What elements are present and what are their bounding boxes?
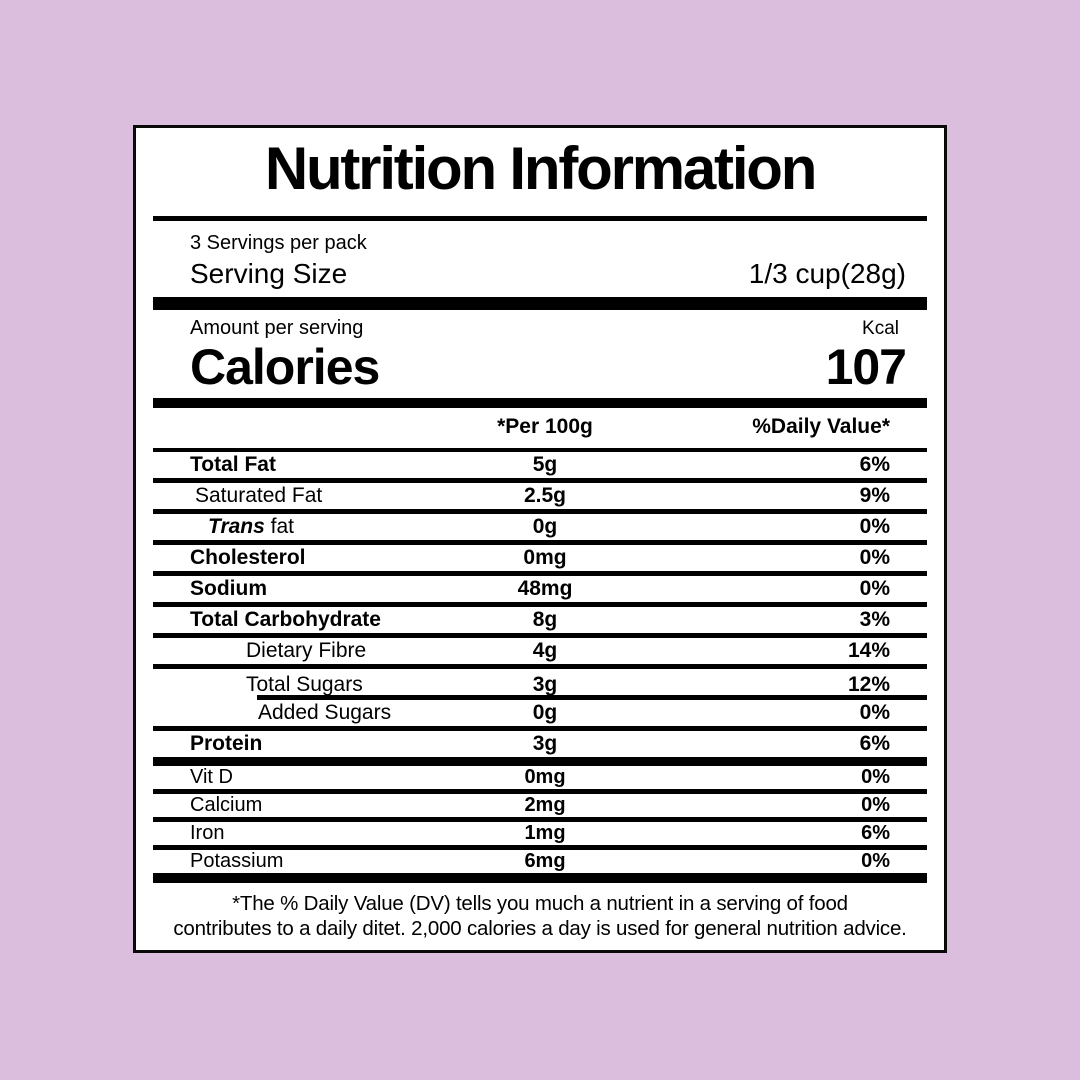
footnote-line-1: *The % Daily Value (DV) tells you much a nutrient in a serving of food bbox=[232, 892, 848, 915]
serving-size-value: 1/3 cup(28g) bbox=[748, 258, 906, 289]
nutrition-label bbox=[133, 125, 947, 953]
nutrient-amount: 2.5g bbox=[523, 484, 567, 507]
nutrient-amount: 0g bbox=[532, 515, 558, 538]
nutrient-daily-value: 0% bbox=[859, 701, 890, 724]
title-divider bbox=[153, 216, 927, 221]
nutrient-daily-value: 6% bbox=[861, 822, 890, 844]
nutrient-amount: 48mg bbox=[517, 577, 573, 600]
nutrient-daily-value: 0% bbox=[859, 577, 890, 600]
column-header-daily-value: %Daily Value* bbox=[752, 415, 890, 438]
nutrient-label: Saturated Fat bbox=[195, 484, 323, 507]
nutrient-label: Dietary Fibre bbox=[246, 639, 367, 662]
nutrient-daily-value: 14% bbox=[847, 639, 890, 662]
nutrient-amount: 0mg bbox=[523, 546, 567, 569]
footnote bbox=[153, 891, 927, 941]
serving-size-row bbox=[153, 257, 927, 291]
nutrient-daily-value: 0% bbox=[859, 546, 890, 569]
nutrient-label: Total Sugars bbox=[246, 672, 363, 696]
nutrient-amount: 3g bbox=[532, 672, 558, 696]
nutrient-row bbox=[153, 822, 927, 850]
nutrient-amount: 1mg bbox=[524, 822, 566, 844]
nutrient-daily-value: 0% bbox=[861, 766, 890, 788]
nutrient-label: Protein bbox=[190, 732, 263, 755]
nutrient-row bbox=[153, 607, 927, 638]
column-header-per-100g: *Per 100g bbox=[497, 415, 593, 438]
nutrient-label: Trans fat bbox=[208, 515, 294, 538]
nutrient-daily-value: 6% bbox=[859, 453, 890, 476]
nutrient-row bbox=[153, 576, 927, 607]
nutrient-label: Vit D bbox=[190, 766, 233, 788]
nutrient-daily-value: 0% bbox=[859, 515, 890, 538]
nutrient-label: Iron bbox=[190, 822, 225, 844]
calories-row bbox=[153, 341, 927, 394]
nutrient-row bbox=[153, 700, 927, 731]
nutrient-row bbox=[153, 483, 927, 514]
calories-label: Calories bbox=[190, 339, 380, 395]
nutrient-label: Total Carbohydrate bbox=[190, 608, 381, 631]
nutrient-label: Total Fat bbox=[190, 453, 276, 476]
nutrient-row bbox=[153, 794, 927, 822]
nutrient-row bbox=[153, 638, 927, 669]
nutrient-amount: 8g bbox=[532, 608, 558, 631]
nutrient-amount: 4g bbox=[532, 639, 558, 662]
nutrient-row bbox=[153, 514, 927, 545]
nutrient-table bbox=[153, 452, 927, 766]
nutrient-row bbox=[153, 850, 927, 883]
nutrient-label: Potassium bbox=[190, 850, 284, 872]
kcal-unit-label: Kcal bbox=[862, 318, 899, 339]
nutrient-amount: 6mg bbox=[524, 850, 566, 872]
nutrient-row bbox=[153, 669, 927, 700]
nutrient-label: Added Sugars bbox=[258, 701, 392, 724]
nutrient-row bbox=[153, 766, 927, 794]
label-title: Nutrition Information bbox=[264, 135, 816, 202]
servings-per-pack: 3 Servings per pack bbox=[190, 232, 367, 254]
footnote-line-2: contributes to a daily ditet. 2,000 calories a day is used for general nutrition advice. bbox=[173, 917, 907, 940]
nutrient-amount: 3g bbox=[532, 732, 558, 755]
nutrient-label: Sodium bbox=[190, 577, 267, 600]
nutrient-label: Cholesterol bbox=[190, 546, 306, 569]
nutrient-row bbox=[153, 452, 927, 483]
serving-divider-thick bbox=[153, 297, 927, 310]
nutrient-row bbox=[153, 731, 927, 766]
nutrient-daily-value: 0% bbox=[861, 850, 890, 872]
calories-divider-thick bbox=[153, 398, 927, 408]
nutrient-row bbox=[153, 545, 927, 576]
nutrient-daily-value: 3% bbox=[859, 608, 890, 631]
amount-per-serving-row bbox=[153, 316, 927, 341]
nutrient-label: Calcium bbox=[190, 794, 263, 816]
nutrient-amount: 0mg bbox=[524, 766, 566, 788]
nutrient-amount: 5g bbox=[532, 453, 558, 476]
nutrient-daily-value: 0% bbox=[861, 794, 890, 816]
nutrient-daily-value: 9% bbox=[859, 484, 890, 507]
nutrient-amount: 2mg bbox=[524, 794, 566, 816]
column-headers-row bbox=[153, 408, 927, 452]
nutrient-amount: 0g bbox=[532, 701, 558, 724]
nutrient-label-italic-prefix: Trans bbox=[208, 515, 265, 538]
nutrient-daily-value: 12% bbox=[847, 672, 890, 696]
micronutrient-table bbox=[153, 766, 927, 883]
serving-size-label: Serving Size bbox=[190, 258, 348, 289]
calories-value: 107 bbox=[825, 339, 906, 395]
amount-per-serving-label: Amount per serving bbox=[190, 317, 364, 339]
nutrient-daily-value: 6% bbox=[859, 732, 890, 755]
